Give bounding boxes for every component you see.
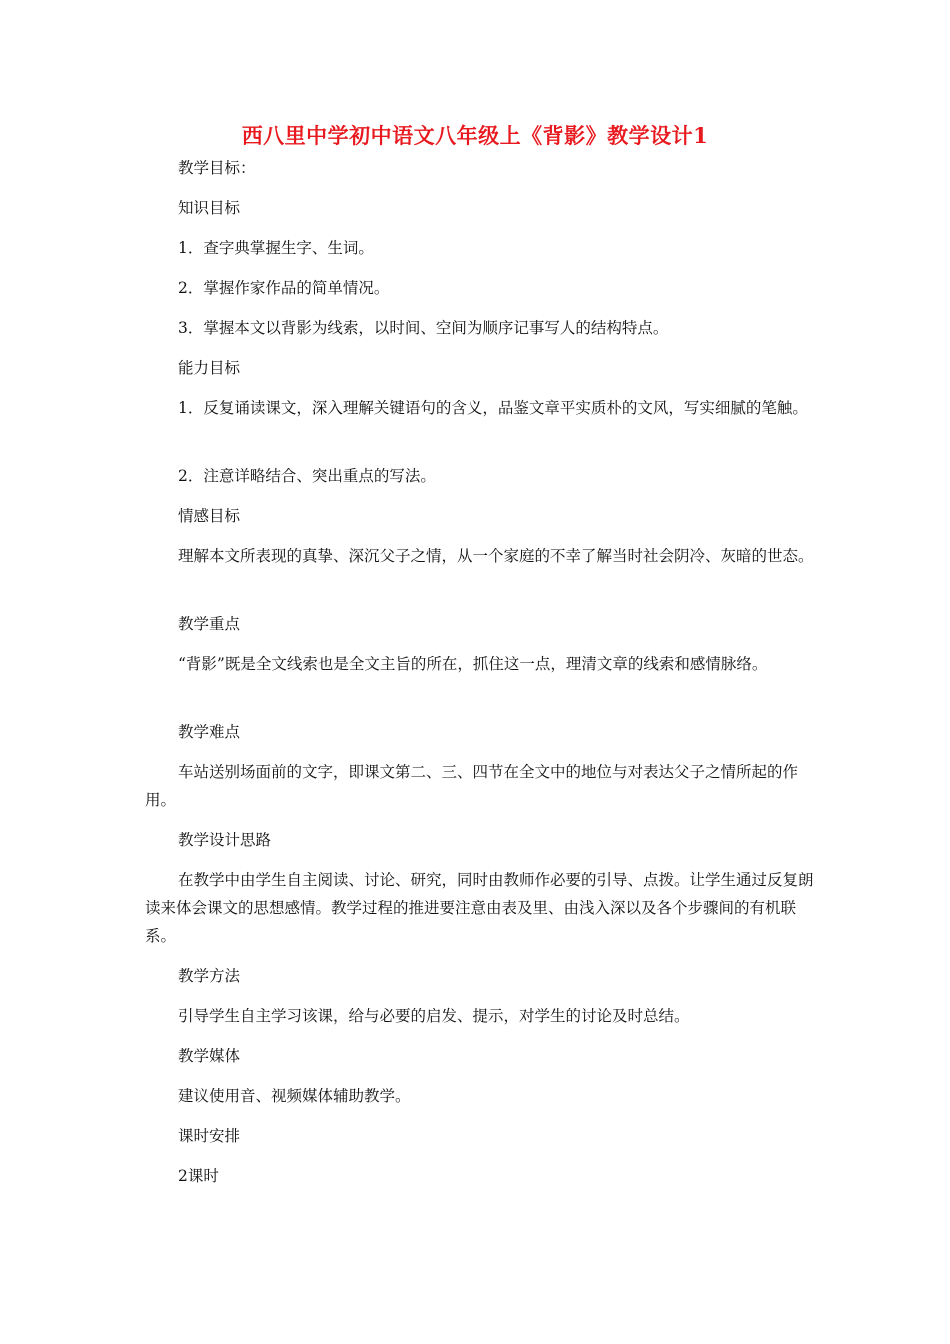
- paragraph: 车站送别场面前的文字，即课文第二、三、四节在全文中的地位与对表达父子之情所起的作用。: [145, 763, 799, 809]
- document-title: 西八里中学初中语文八年级上《背影》教学设计1: [241, 123, 709, 148]
- paragraph: 1．反复诵读课文，深入理解关键语句的含义，品鉴文章平实质朴的文风，写实细腻的笔触。: [178, 399, 808, 417]
- paragraph: 理解本文所表现的真挚、深沉父子之情，从一个家庭的不幸了解当时社会阴冷、灰暗的世态。: [178, 547, 814, 565]
- section-heading-teaching-focus: 教学重点: [178, 615, 241, 633]
- paragraph: 引导学生自主学习该课，给与必要的启发、提示，对学生的讨论及时总结。: [178, 1007, 690, 1025]
- section-heading-ability-goals: 能力目标: [178, 359, 241, 377]
- paragraph: 1．查字典掌握生字、生词。: [178, 239, 374, 257]
- section-heading-class-schedule: 课时安排: [178, 1127, 241, 1145]
- section-heading-teaching-method: 教学方法: [178, 967, 241, 985]
- section-heading-emotion-goals: 情感目标: [178, 507, 241, 525]
- paragraph: “背影”既是全文线索也是全文主旨的所在，抓住这一点，理清文章的线索和感情脉络。: [178, 655, 768, 673]
- section-heading-teaching-difficulty: 教学难点: [178, 723, 241, 741]
- paragraph: 建议使用音、视频媒体辅助教学。: [178, 1087, 411, 1105]
- section-heading-teaching-media: 教学媒体: [178, 1047, 241, 1065]
- paragraph: 2课时: [178, 1167, 219, 1185]
- paragraph: 2．掌握作家作品的简单情况。: [178, 279, 390, 297]
- section-heading-teaching-goals: 教学目标：: [178, 159, 256, 177]
- paragraph: 在教学中由学生自主阅读、讨论、研究，同时由教师作必要的引导、点拨。让学生通过反复朗读来体会课文的思想感情。教学过程的推进要注意由表及里、由浅入深以及各个步骤间的有机联系。: [145, 871, 814, 945]
- paragraph: 2．注意详略结合、突出重点的写法。: [178, 467, 436, 485]
- section-heading-design-idea: 教学设计思路: [178, 831, 272, 849]
- paragraph: 3．掌握本文以背影为线索，以时间、空间为顺序记事写人的结构特点。: [178, 319, 669, 337]
- section-heading-knowledge-goals: 知识目标: [178, 199, 241, 217]
